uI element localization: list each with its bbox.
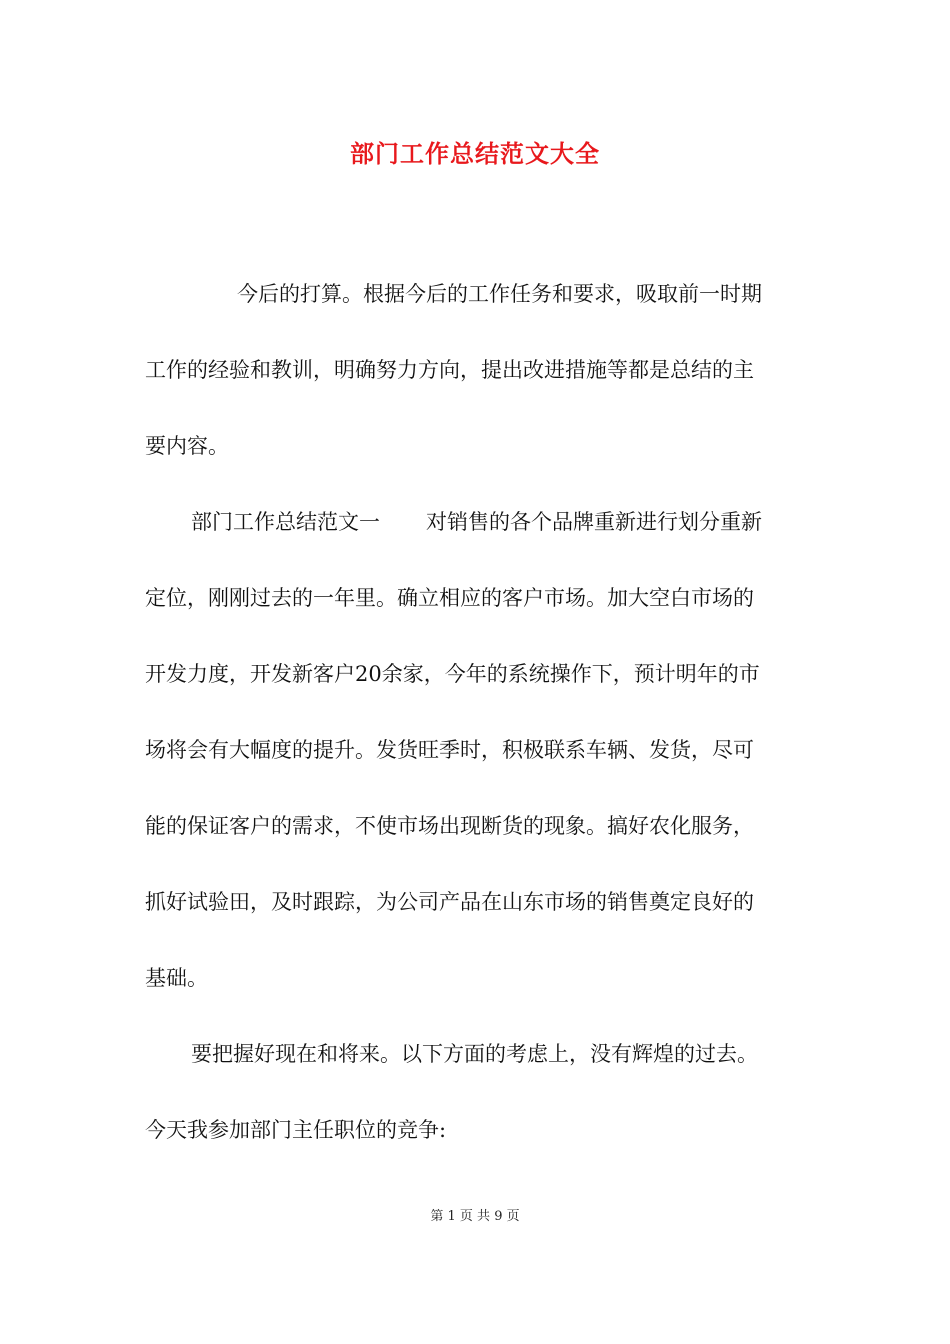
section-heading: 部门工作总结范文一 [191, 510, 380, 534]
paragraph-line: 今天我参加部门主任职位的竞争: [145, 1118, 447, 1142]
paragraph-line: 要把握好现在和将来。以下方面的考虑上，没有辉煌的过去。 [191, 1042, 758, 1066]
page-number: 第 1 页 共 9 页 [430, 1209, 520, 1224]
paragraph-line: 基础。 [145, 966, 208, 990]
paragraph-line: 要内容。 [145, 434, 229, 458]
paragraph-line: 工作的经验和教训，明确努力方向，提出改进措施等都是总结的主 [145, 358, 754, 382]
paragraph-line: 定位，刚刚过去的一年里。确立相应的客户市场。加大空白市场的 [145, 586, 754, 610]
document-body [145, 256, 805, 1168]
paragraph-line: 能的保证客户的需求，不使市场出现断货的现象。搞好农化服务， [145, 814, 754, 838]
paragraph-line: 抓好试验田，及时跟踪，为公司产品在山东市场的销售奠定良好的 [145, 890, 754, 914]
paragraph-line: 今后的打算。根据今后的工作任务和要求，吸取前一时期 [237, 282, 762, 306]
paragraph-text: 对销售的各个品牌重新进行划分重新 [426, 510, 762, 534]
paragraph-line [145, 484, 805, 560]
paragraph-line: 开发力度，开发新客户20余家，今年的系统操作下，预计明年的市 [145, 662, 760, 686]
paragraph-line: 场将会有大幅度的提升。发货旺季时，积极联系车辆、发货，尽可 [145, 738, 754, 762]
document-title: 部门工作总结范文大全 [350, 139, 600, 168]
